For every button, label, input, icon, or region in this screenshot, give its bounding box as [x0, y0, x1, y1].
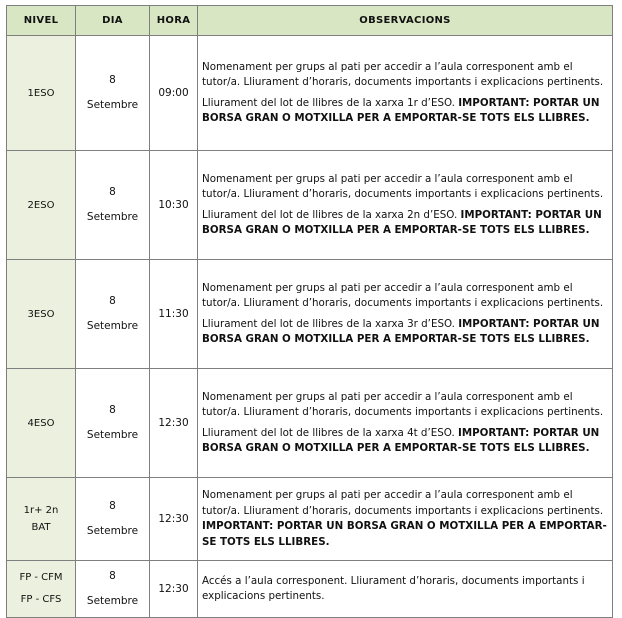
nivel-label: 1ESO [27, 87, 55, 99]
nivel-cell [7, 561, 76, 618]
schedule-table [6, 5, 613, 618]
important-note: IMPORTANT: PORTAR UN BORSA GRAN O MOTXILLA PER A EMPORTAR-SE TOTS ELS LLIBRES. [202, 208, 602, 236]
dia-month: Setembre [86, 595, 139, 607]
table-row [7, 151, 613, 260]
observacions-text: Nomenament per grups al pati per accedir a l’aula corresponent amb el tutor/a. Lliurament d’horaris, documents importants i explicacions pertinents. [202, 172, 604, 200]
dia-cell [76, 478, 150, 561]
table-row [7, 369, 613, 478]
dia-cell [76, 260, 150, 369]
nivel-label: 4ESO [27, 417, 55, 429]
header-observacions: OBSERVACIONS [198, 6, 613, 36]
table-header [7, 6, 613, 36]
observacions-cell [198, 260, 613, 369]
important-note: IMPORTANT: PORTAR UN BORSA GRAN O MOTXILLA PER A EMPORTAR-SE TOTS ELS LLIBRES. [202, 520, 607, 548]
nivel-cell [7, 36, 76, 151]
nivel-cell [7, 478, 76, 561]
nivel-cell [7, 260, 76, 369]
dia-month: Setembre [86, 211, 139, 223]
dia-cell [76, 369, 150, 478]
observacions-text: Nomenament per grups al pati per accedir a l’aula corresponent amb el tutor/a. Lliurament d’horaris, documents importants i explicacions pertinents. [202, 281, 604, 309]
header-dia: DIA [76, 6, 150, 36]
observacions-cell [198, 36, 613, 151]
important-note: IMPORTANT: PORTAR UN BORSA GRAN O MOTXILLA PER A EMPORTAR-SE TOTS ELS LLIBRES. [202, 426, 600, 454]
dia-number: 8 [109, 404, 116, 416]
table-row [7, 561, 613, 618]
observacions-books: Lliurament del lot de llibres de la xarxa 2n d’ESO. IMPORTANT: PORTAR UN BORSA GRAN O MOTXILLA PER A EMPORTAR-SE TOTS ELS LLIBRES. [202, 208, 602, 236]
nivel-label: 2ESO [27, 199, 55, 211]
table-row [7, 36, 613, 151]
dia-number: 8 [109, 74, 116, 86]
nivel-label: 3ESO [27, 308, 55, 320]
important-note: IMPORTANT: PORTAR UN BORSA GRAN O MOTXILLA PER A EMPORTAR-SE TOTS ELS LLIBRES. [202, 96, 600, 124]
hora-cell: 10:30 [150, 151, 198, 260]
hora-cell: 09:00 [150, 36, 198, 151]
nivel-label: 1r+ 2n [23, 505, 59, 516]
nivel-label: FP - CFS [20, 594, 62, 605]
dia-cell [76, 561, 150, 618]
nivel-cell [7, 151, 76, 260]
header-hora: HORA [150, 6, 198, 36]
nivel-label: FP - CFM [19, 572, 63, 583]
dia-month: Setembre [86, 429, 139, 441]
dia-cell [76, 151, 150, 260]
observacions-cell [198, 369, 613, 478]
header-nivel: NIVEL [7, 6, 76, 36]
observacions-books: Lliurament del lot de llibres de la xarxa 4t d’ESO. IMPORTANT: PORTAR UN BORSA GRAN O MOTXILLA PER A EMPORTAR-SE TOTS ELS LLIBRES. [202, 426, 600, 454]
observacions-text: Nomenament per grups al pati per accedir a l’aula corresponent amb el tutor/a. Lliurament d’horaris, documents importants i explicacions pertinents. [202, 60, 604, 88]
dia-number: 8 [109, 570, 116, 582]
important-note: IMPORTANT: PORTAR UN BORSA GRAN O MOTXILLA PER A EMPORTAR-SE TOTS ELS LLIBRES. [202, 317, 600, 345]
dia-month: Setembre [86, 99, 139, 111]
nivel-cell [7, 369, 76, 478]
observacions-text: Accés a l’aula corresponent. Lliurament d’horaris, documents importants i explicacions pertinents. [202, 574, 585, 602]
nivel-label: BAT [31, 522, 51, 533]
dia-number: 8 [109, 295, 116, 307]
hora-cell: 12:30 [150, 478, 198, 561]
dia-cell [76, 36, 150, 151]
observacions-cell [198, 151, 613, 260]
observacions-cell [198, 478, 613, 561]
table-row [7, 478, 613, 561]
observacions-books: Lliurament del lot de llibres de la xarxa 1r d’ESO. IMPORTANT: PORTAR UN BORSA GRAN O MOTXILLA PER A EMPORTAR-SE TOTS ELS LLIBRES. [202, 96, 600, 124]
observacions-text: Nomenament per grups al pati per accedir a l’aula corresponent amb el tutor/a. Lliurament d’horaris, documents importants i explicacions pertinents. [202, 390, 604, 418]
observacions-text: Nomenament per grups al pati per accedir a l’aula corresponent amb el tutor/a. Lliurament d’horaris, documents importants i explicacions pertinents. IMPORTANT: PORTAR UN BORSA GRAN O MOTXILLA PER A EMPORTAR-SE TOTS ELS LLIBRES. [202, 489, 607, 548]
dia-month: Setembre [86, 525, 139, 537]
hora-cell: 12:30 [150, 369, 198, 478]
observacions-books: Lliurament del lot de llibres de la xarxa 3r d’ESO. IMPORTANT: PORTAR UN BORSA GRAN O MOTXILLA PER A EMPORTAR-SE TOTS ELS LLIBRES. [202, 317, 600, 345]
hora-cell: 11:30 [150, 260, 198, 369]
hora-cell: 12:30 [150, 561, 198, 618]
table-row [7, 260, 613, 369]
dia-month: Setembre [86, 320, 139, 332]
dia-number: 8 [109, 186, 116, 198]
dia-number: 8 [109, 500, 116, 512]
observacions-cell [198, 561, 613, 618]
